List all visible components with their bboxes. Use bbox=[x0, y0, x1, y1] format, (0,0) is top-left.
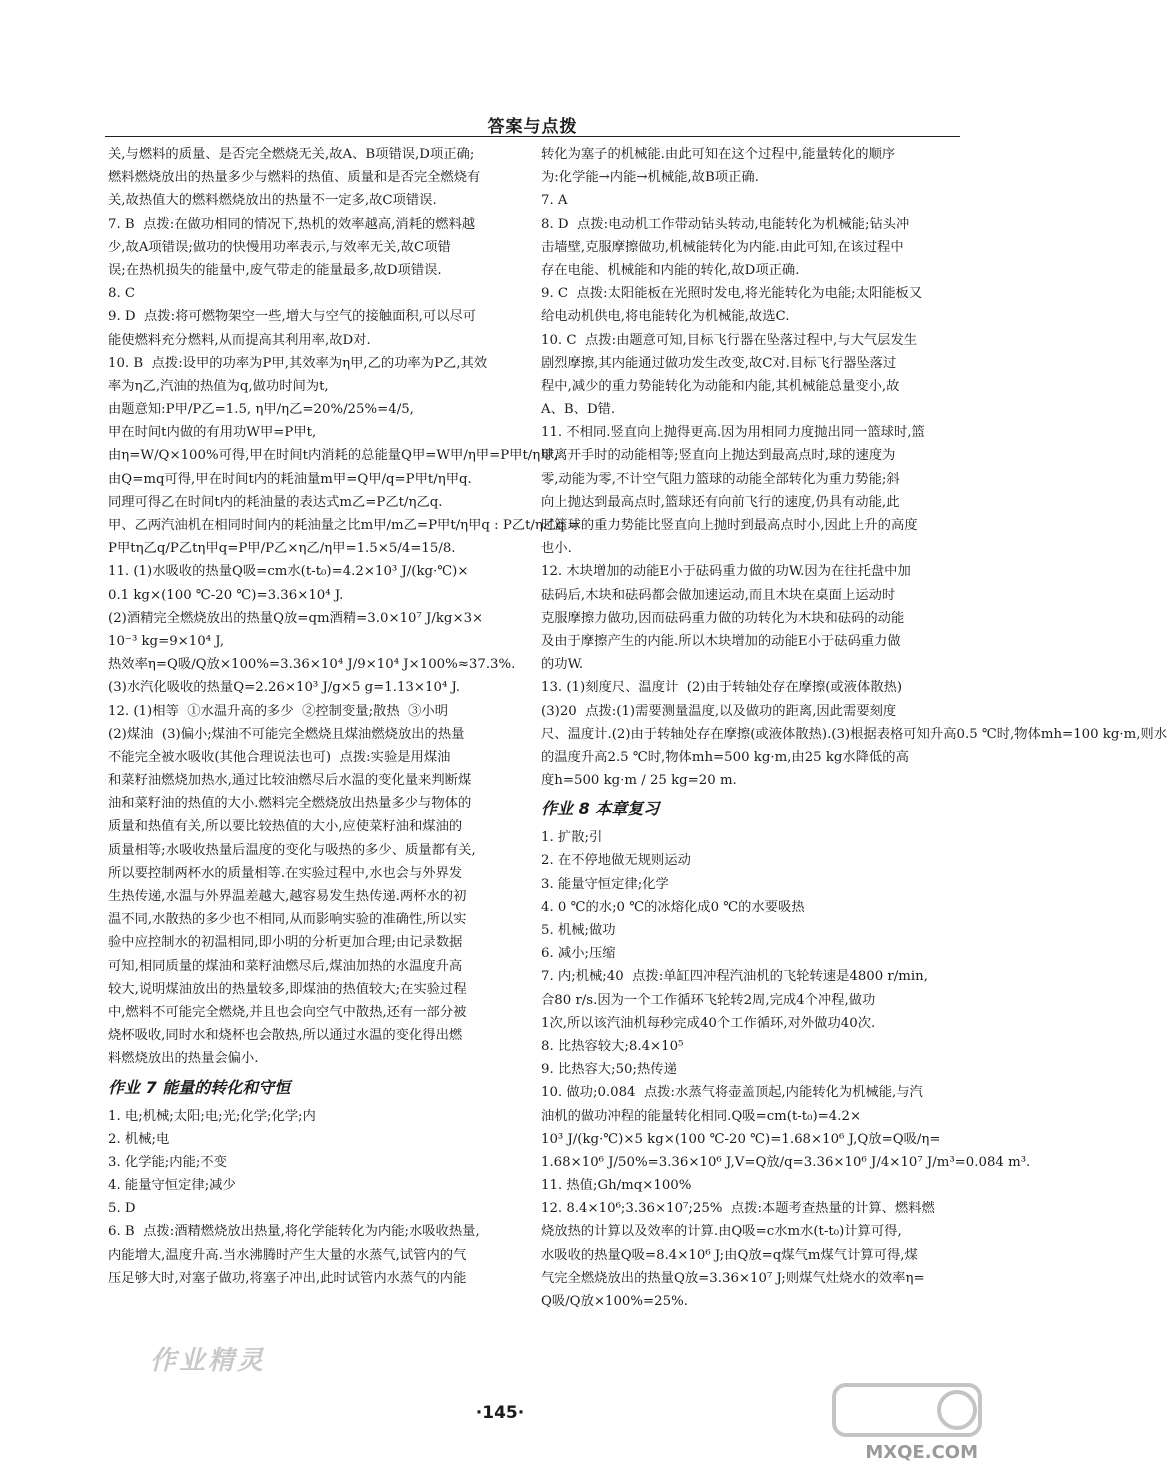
answer-line: 率为η乙,汽油的热值为q,做功时间为t, bbox=[108, 378, 329, 394]
answer-line: 0.1 kg×(100 ℃-20 ℃)=3.36×10⁴ J. bbox=[108, 587, 344, 603]
answer-line: 内能增大,温度升高.当水沸腾时产生大量的水蒸气,试管内的气 bbox=[108, 1247, 467, 1263]
answer-line: 10. C 点拨:由题意可知,目标飞行器在坠落过程中,与大气层发生 bbox=[541, 332, 918, 348]
right-answer-text bbox=[541, 143, 1167, 792]
answer-line: 压足够大时,对塞子做功,将塞子冲出,此时试管内水蒸气的内能 bbox=[108, 1270, 467, 1286]
answer-line: 13. (1)刻度尺、温度计 (2)由于转轴处存在摩擦(或液体散热) bbox=[541, 680, 903, 696]
answer-line: 质量相等;水吸收热量后温度的变化与吸热的多少、质量都有关, bbox=[108, 842, 476, 858]
answer-line: 10³ J/(kg·℃)×5 kg×(100 ℃-20 ℃)=1.68×10⁶ J,Q放=Q吸/η= bbox=[541, 1131, 941, 1147]
answer-line: 热效率η=Q吸/Q放×100%=3.36×10⁴ J/9×10⁴ J×100%≈37.3%. bbox=[108, 657, 516, 673]
answer-line: 零,动能为零,不计空气阻力篮球的动能全部转化为重力势能;斜 bbox=[541, 471, 900, 487]
answer-line: (3)水汽化吸收的热量Q=2.26×10³ J/g×5 g=1.13×10⁴ J. bbox=[108, 680, 461, 696]
answer-line: A、B、D错. bbox=[541, 402, 616, 418]
answer-line: 9. C 点拨:太阳能板在光照时发电,将光能转化为电能;太阳能板又 bbox=[541, 286, 923, 302]
answer-line: 较大,说明煤油放出的热量较多,即煤油的热值较大;在实验过程 bbox=[108, 981, 467, 997]
answer-line: 不能完全被水吸收(其他合理说法也可) 点拨:实验是用煤油 bbox=[108, 749, 451, 765]
answer-line: 转化为塞子的机械能.由此可知在这个过程中,能量转化的顺序 bbox=[541, 147, 896, 162]
answer-line: 也小. bbox=[541, 541, 572, 557]
answer-line: 10. B 点拨:设甲的功率为P甲,其效率为η甲,乙的功率为P乙,其效 bbox=[108, 355, 488, 371]
answer-line: 验中应控制水的初温相同,即小明的分析更加合理;由记录数据 bbox=[108, 935, 463, 951]
answer-line: 由η=W/Q×100%可得,甲在时间t内消耗的总能量Q甲=W甲/η甲=P甲t/η甲, bbox=[108, 448, 558, 464]
answer-line: 1次,所以该汽油机每秒完成40个工作循环,对外做功40次. bbox=[541, 1015, 876, 1031]
answer-line: 烧放热的计算以及效率的计算.由Q吸=c水m水(t-t₀)计算可得, bbox=[541, 1224, 902, 1240]
answer-line: 的功W. bbox=[541, 657, 584, 673]
answer-line: 11. 不相同.竖直向上抛得更高.因为用相同力度抛出同一篮球时,篮 bbox=[541, 425, 925, 441]
answer-line: 8. D 点拨:电动机工作带动钻头转动,电能转化为机械能;钻头冲 bbox=[541, 216, 910, 232]
answer-line: 12. 木块增加的动能E小于砝码重力做的功W.因为在往托盘中加 bbox=[541, 564, 911, 580]
page-header: 答案与点拨 bbox=[487, 117, 578, 137]
answer-line: 甲在时间t内做的有用功W甲=P甲t, bbox=[108, 425, 317, 441]
answer-line: 3. 化学能;内能;不变 bbox=[108, 1154, 227, 1170]
answer-line: 7. B 点拨:在做功相同的情况下,热机的效率越高,消耗的燃料越 bbox=[108, 216, 476, 232]
answer-line: 1. 扩散;引 bbox=[541, 830, 603, 846]
answer-line: 温不同,水散热的多少也不相同,从而影响实验的准确性,所以实 bbox=[108, 912, 467, 928]
answer-line: 6. 减小;压缩 bbox=[541, 946, 616, 962]
answer-line: 1. 电;机械;太阳;电;光;化学;化学;内 bbox=[108, 1108, 316, 1124]
answer-line: 质量和热值有关,所以要比较热值的大小,应使菜籽油和煤油的 bbox=[108, 819, 463, 835]
answer-line: 11. 热值;Gh/mq×100% bbox=[541, 1178, 692, 1194]
answer-line: 由Q=mq可得,甲在时间t内的耗油量m甲=Q甲/q=P甲t/η甲q. bbox=[108, 471, 472, 487]
answer-line: 9. D 点拨:将可燃物架空一些,增大与空气的接触面积,可以尽可 bbox=[108, 309, 477, 325]
answer-line: 5. 机械;做功 bbox=[541, 923, 616, 938]
answer-line: (2)煤油 (3)偏小;煤油不可能完全燃烧且煤油燃烧放出的热量 bbox=[108, 726, 465, 742]
answer-line: 关,故热值大的燃料燃烧放出的热量不一定多,故C项错误. bbox=[108, 193, 437, 209]
section-7-title: 作业 7 能量的转化和守恒 bbox=[108, 1077, 291, 1097]
answer-line: 克服摩擦力做功,因而砝码重力做的功转化为木块和砝码的动能 bbox=[541, 610, 905, 626]
answer-line: 4. 0 ℃的水;0 ℃的冰熔化成0 ℃的水要吸热 bbox=[541, 899, 805, 915]
answer-line: 合80 r/s.因为一个工作循环飞轮转2周,完成4个冲程,做功 bbox=[541, 992, 876, 1008]
answer-line: 度h=500 kg·m / 25 kg=20 m. bbox=[541, 773, 737, 789]
answer-line: 程中,减少的重力势能转化为动能和内能,其机械能总量变小,故 bbox=[541, 378, 900, 394]
header-divider bbox=[105, 136, 960, 137]
section-7-answers bbox=[108, 1105, 533, 1291]
answer-line: 8. C bbox=[108, 286, 136, 302]
answer-line: 及由于摩擦产生的内能.所以木块增加的动能E小于砝码重力做 bbox=[541, 633, 901, 649]
answer-line: 12. 8.4×10⁶;3.36×10⁷;25% 点拨:本题考查热量的计算、燃料燃 bbox=[541, 1201, 935, 1217]
section-8-answers bbox=[541, 826, 1031, 1313]
answer-line: 存在电能、机械能和内能的转化,故D项正确. bbox=[541, 262, 800, 278]
answer-line: 6. B 点拨:酒精燃烧放出热量,将化学能转化为内能;水吸收热量, bbox=[108, 1224, 480, 1240]
answer-line: P甲tη乙q/P乙tη甲q=P甲/P乙×η乙/η甲=1.5×5/4=15/8. bbox=[108, 541, 456, 557]
answer-line: 同理可得乙在时间t内的耗油量的表达式m乙=P乙t/η乙q. bbox=[108, 494, 443, 510]
answer-line: 2. 机械;电 bbox=[108, 1131, 170, 1147]
answer-line: 的温度升高2.5 ℃时,物体mh=500 kg·m,由25 kg水降低的高 bbox=[541, 749, 909, 765]
answer-line: 4. 能量守恒定律;减少 bbox=[108, 1178, 236, 1194]
answer-line: 由题意知:P甲/P乙=1.5, η甲/η乙=20%/25%=4/5, bbox=[108, 402, 414, 418]
answer-line: 油和菜籽油的热值的大小.燃料完全燃烧放出热量多少与物体的 bbox=[108, 796, 472, 812]
answer-line: 给电动机供电,将电能转化为机械能,故选C. bbox=[541, 309, 790, 325]
answer-line: 关,与燃料的质量、是否完全燃烧无关,故A、B项错误,D项正确; bbox=[108, 147, 475, 162]
answer-line: 7. A bbox=[541, 193, 568, 209]
answer-line: 所以要控制两杯水的质量相等.在实验过程中,水也会与外界发 bbox=[108, 865, 463, 881]
answer-line: 烧杯吸收,同时水和烧杯也会散热,所以通过水温的变化得出燃 bbox=[108, 1028, 463, 1044]
answer-line: 少,故A项错误;做功的快慢用功率表示,与效率无关,故C项错 bbox=[108, 239, 451, 255]
stamp-mark: 作业精灵 bbox=[150, 1346, 267, 1376]
section-8-title: 作业 8 本章复习 bbox=[541, 799, 660, 819]
answer-line: 1.68×10⁶ J/50%=3.36×10⁶ J,V=Q放/q=3.36×10⁶ J/4×10⁷ J/m³=0.084 m³. bbox=[541, 1154, 1031, 1170]
answer-line: 时篮球的重力势能比竖直向上抛时到最高点时小,因此上升的高度 bbox=[541, 518, 918, 533]
page-number: ·145· bbox=[475, 1403, 525, 1423]
answer-line: 气完全燃烧放出的热量Q放=3.36×10⁷ J;则煤气灶烧水的效率η= bbox=[541, 1270, 925, 1286]
answer-line: 8. 比热容较大;8.4×10⁵ bbox=[541, 1038, 684, 1054]
answer-line: 10⁻³ kg=9×10⁴ J, bbox=[108, 633, 225, 649]
answer-line: 能使燃料充分燃料,从而提高其利用率,故D对. bbox=[108, 332, 371, 348]
watermark-text: MXQE.COM bbox=[865, 1442, 978, 1463]
answer-line: 2. 在不停地做无规则运动 bbox=[541, 853, 691, 869]
answer-line: 甲、乙两汽油机在相同时间内的耗油量之比m甲/m乙=P甲t/η甲q : P乙t/η乙q = bbox=[108, 518, 581, 533]
answer-line: (2)酒精完全燃烧放出的热量Q放=qm酒精=3.0×10⁷ J/kg×3× bbox=[108, 610, 484, 626]
answer-line: 球离开手时的动能相等;竖直向上抛达到最高点时,球的速度为 bbox=[541, 448, 896, 464]
answer-line: 砝码后,木块和砝码都会做加速运动,而且木块在桌面上运动时 bbox=[541, 587, 896, 603]
answer-line: 击墙壁,克服摩擦做功,机械能转化为内能.由此可知,在该过程中 bbox=[541, 239, 904, 255]
answer-line: 可知,相同质量的煤油和菜籽油燃尽后,煤油加热的水温度升高 bbox=[108, 958, 463, 974]
answer-line: Q吸/Q放×100%=25%. bbox=[541, 1294, 688, 1309]
answer-line: (3)20 点拨:(1)需要测量温度,以及做功的距离,因此需要刻度 bbox=[541, 703, 897, 719]
answer-line: 水吸收的热量Q吸=8.4×10⁶ J;由Q放=q煤气m煤气计算可得,煤 bbox=[541, 1247, 918, 1263]
answer-line: 尺、温度计.(2)由于转轴处存在摩擦(或液体散热).(3)根据表格可知升高0.5 ℃时,物体mh=100 kg·m,则水 bbox=[541, 726, 1167, 742]
answer-line: 中,燃料不可能完全燃烧,并且也会向空气中散热,还有一部分被 bbox=[108, 1004, 467, 1020]
answer-line: 11. (1)水吸收的热量Q吸=cm水(t-t₀)=4.2×10³ J/(kg·℃)× bbox=[108, 564, 469, 580]
answer-line: 生热传递,水温与外界温差越大,越容易发生热传递.两杯水的初 bbox=[108, 889, 467, 904]
answer-line: 剧烈摩擦,其内能通过做功发生改变,故C对.目标飞行器坠落过 bbox=[541, 355, 897, 371]
answer-line: 料燃烧放出的热量会偏小. bbox=[108, 1051, 259, 1067]
answer-line: 为:化学能→内能→机械能,故B项正确. bbox=[541, 170, 759, 186]
answer-line: 10. 做功;0.084 点拨:水蒸气将壶盖顶起,内能转化为机械能,与汽 bbox=[541, 1085, 923, 1101]
answer-line: 5. D bbox=[108, 1201, 136, 1217]
answer-line: 3. 能量守恒定律;化学 bbox=[541, 876, 669, 892]
answer-line: 7. 内;机械;40 点拨:单缸四冲程汽油机的飞轮转速是4800 r/min, bbox=[541, 969, 928, 985]
answer-line: 12. (1)相等 ①水温升高的多少 ②控制变量;散热 ③小明 bbox=[108, 703, 448, 719]
answer-line: 误;在热机损失的能量中,废气带走的能量最多,故D项错误. bbox=[108, 262, 442, 278]
answer-line: 油机的做功冲程的能量转化相同.Q吸=cm(t-t₀)=4.2× bbox=[541, 1108, 862, 1124]
answer-line: 和菜籽油燃烧加热水,通过比较油燃尽后水温的变化量来判断煤 bbox=[108, 773, 472, 789]
answer-line: 向上抛达到最高点时,篮球还有向前飞行的速度,仍具有动能,此 bbox=[541, 494, 900, 510]
answer-line: 燃料燃烧放出的热量多少与燃料的热值、质量和是否完全燃烧有 bbox=[108, 170, 481, 186]
right-column bbox=[541, 143, 1167, 1313]
answer-line: 9. 比热容大;50;热传递 bbox=[541, 1062, 677, 1078]
